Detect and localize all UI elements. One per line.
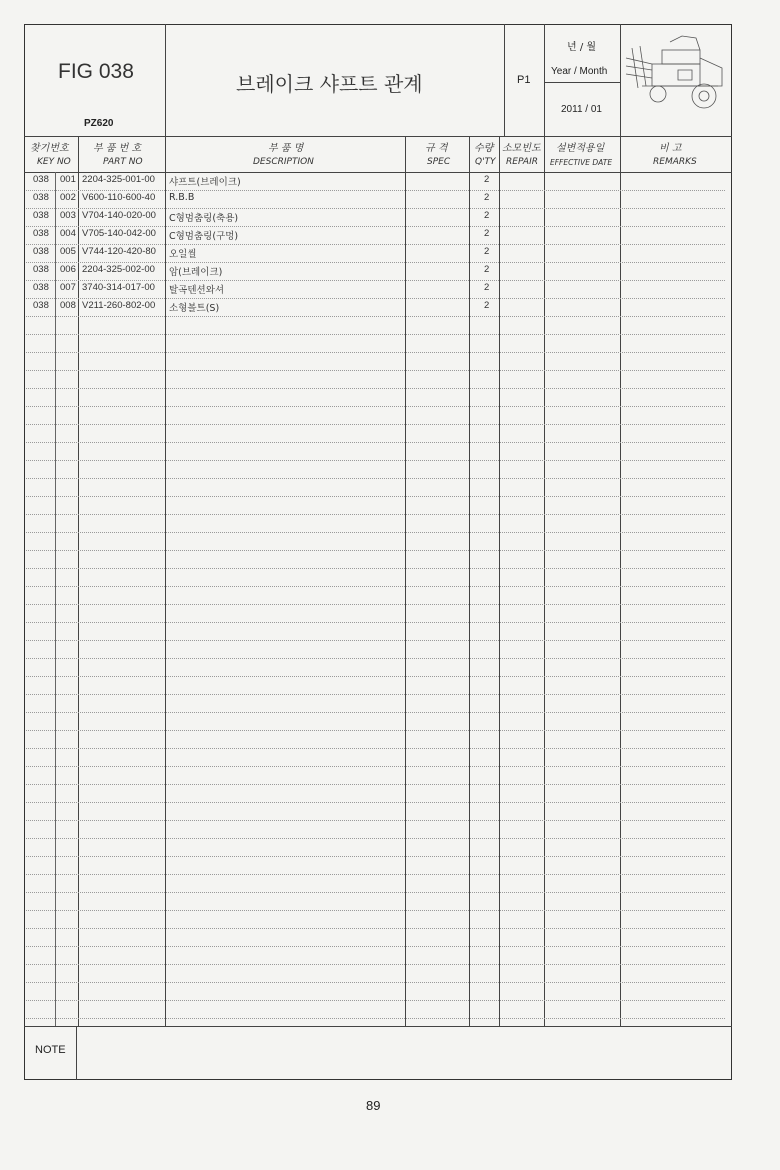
model-label: PZ620 — [84, 118, 114, 129]
part-description: C형멈춤링(구멍) — [169, 231, 239, 242]
row-rule — [26, 496, 725, 497]
fig-number: 038 — [33, 174, 49, 185]
row-rule — [26, 550, 725, 551]
part-number: V704-140-020-00 — [82, 210, 156, 221]
row-rule — [26, 280, 725, 281]
row-rule — [26, 586, 725, 587]
header-line — [24, 136, 732, 137]
row-rule — [26, 1000, 725, 1001]
row-rule — [26, 388, 725, 389]
part-description: 샤프트(브레이크) — [169, 177, 241, 188]
part-description: C형멈춤링(축용) — [169, 213, 239, 224]
row-rule — [26, 946, 725, 947]
part-number: V744-120-420-80 — [82, 246, 156, 257]
row-rule — [26, 748, 725, 749]
quantity: 2 — [484, 210, 490, 221]
row-rule — [26, 568, 725, 569]
fig-number: 038 — [33, 264, 49, 275]
row-rule — [26, 622, 725, 623]
page-code: P1 — [517, 74, 531, 86]
key-number: 003 — [60, 210, 76, 221]
fig-number: 038 — [33, 192, 49, 203]
quantity: 2 — [484, 174, 490, 185]
col-header-key-kr: 찾기번호 — [30, 143, 69, 154]
part-number: V211-260-802-00 — [82, 300, 156, 311]
row-rule — [26, 892, 725, 893]
row-rule — [26, 406, 725, 407]
quantity: 2 — [484, 228, 490, 239]
part-description: 오일씰 — [169, 249, 197, 260]
part-description: 소형볼트(S) — [169, 303, 220, 314]
row-rule — [26, 676, 725, 677]
fig-number: 038 — [33, 246, 49, 257]
quantity: 2 — [484, 246, 490, 257]
key-number: 001 — [60, 174, 76, 185]
quantity: 2 — [484, 282, 490, 293]
row-rule — [26, 802, 725, 803]
part-description: 탈곡텐션와셔 — [169, 285, 225, 296]
note-label: NOTE — [35, 1044, 66, 1056]
fig-number: 038 — [33, 210, 49, 221]
key-number: 002 — [60, 192, 76, 203]
date-divider — [544, 82, 620, 83]
fig-number: 038 — [33, 282, 49, 293]
row-rule — [26, 982, 725, 983]
row-rule — [26, 712, 725, 713]
col-header-effective-kr: 설변적용일 — [556, 143, 605, 154]
row-rule — [26, 658, 725, 659]
row-rule — [26, 370, 725, 371]
row-rule — [26, 190, 725, 191]
header-divider — [504, 24, 505, 136]
col-header-qty-en: Q'TY — [475, 157, 496, 167]
part-number: 3740-314-017-00 — [82, 282, 155, 293]
page-number: 89 — [366, 1098, 381, 1113]
part-number: 2204-325-001-00 — [82, 174, 155, 185]
row-rule — [26, 298, 725, 299]
row-rule — [26, 730, 725, 731]
row-rule — [26, 442, 725, 443]
row-rule — [26, 784, 725, 785]
year-month-kr: 년 / 월 — [567, 42, 597, 53]
col-header-repair-en: REPAIR — [506, 157, 538, 167]
row-rule — [26, 640, 725, 641]
date-value: 2011 / 01 — [561, 104, 602, 115]
row-rule — [26, 910, 725, 911]
row-rule — [26, 928, 725, 929]
part-number: 2204-325-002-00 — [82, 264, 155, 275]
col-header-key-en: KEY NO — [37, 157, 71, 167]
key-subdivider — [55, 172, 56, 1026]
page-title: 브레이크 샤프트 관계 — [236, 72, 423, 96]
part-description: R.B.B — [169, 192, 195, 203]
row-rule — [26, 460, 725, 461]
row-rule — [26, 226, 725, 227]
row-rule — [26, 478, 725, 479]
col-header-spec-en: SPEC — [427, 157, 451, 167]
fig-label: FIG 038 — [58, 60, 134, 83]
header-divider — [165, 24, 166, 136]
row-rule — [26, 532, 725, 533]
fig-number: 038 — [33, 228, 49, 239]
header-divider — [544, 24, 545, 136]
row-rule — [26, 334, 725, 335]
col-header-effective-en: EFFECTIVE DATE — [550, 158, 613, 167]
part-number: V705-140-042-00 — [82, 228, 156, 239]
part-description: 암(브레이크) — [169, 267, 223, 278]
col-header-desc-en: DESCRIPTION — [253, 157, 314, 167]
key-number: 006 — [60, 264, 76, 275]
row-rule — [26, 208, 725, 209]
col-header-part-kr: 부 품 번 호 — [93, 143, 142, 154]
quantity: 2 — [484, 300, 490, 311]
row-rule — [26, 874, 725, 875]
key-number: 005 — [60, 246, 76, 257]
row-rule — [26, 244, 725, 245]
col-header-part-en: PART NO — [103, 157, 143, 167]
header-line — [24, 172, 732, 173]
row-rule — [26, 352, 725, 353]
quantity: 2 — [484, 264, 490, 275]
col-header-repair-kr: 소모빈도 — [502, 143, 541, 154]
row-rule — [26, 514, 725, 515]
col-header-remarks-kr: 비 고 — [659, 143, 682, 154]
row-rule — [26, 964, 725, 965]
row-rule — [26, 604, 725, 605]
col-header-remarks-en: REMARKS — [653, 157, 697, 167]
note-divider — [24, 1026, 732, 1027]
row-rule — [26, 820, 725, 821]
row-rule — [26, 424, 725, 425]
key-number: 004 — [60, 228, 76, 239]
quantity: 2 — [484, 192, 490, 203]
col-header-spec-kr: 규 격 — [425, 143, 448, 154]
year-month-en: Year / Month — [551, 66, 608, 77]
fig-number: 038 — [33, 300, 49, 311]
row-rule — [26, 316, 725, 317]
row-rule — [26, 838, 725, 839]
row-rule — [26, 694, 725, 695]
key-number: 008 — [60, 300, 76, 311]
header-divider — [620, 24, 621, 136]
part-number: V600-110-600-40 — [82, 192, 156, 203]
rice-transplanter-illustration — [622, 28, 728, 132]
key-number: 007 — [60, 282, 76, 293]
row-rule — [26, 262, 725, 263]
col-header-qty-kr: 수량 — [474, 143, 494, 154]
row-rule — [26, 766, 725, 767]
col-header-desc-kr: 부 품 명 — [268, 143, 304, 154]
note-label-divider — [76, 1026, 77, 1080]
row-rule — [26, 856, 725, 857]
row-rule — [26, 1018, 725, 1019]
